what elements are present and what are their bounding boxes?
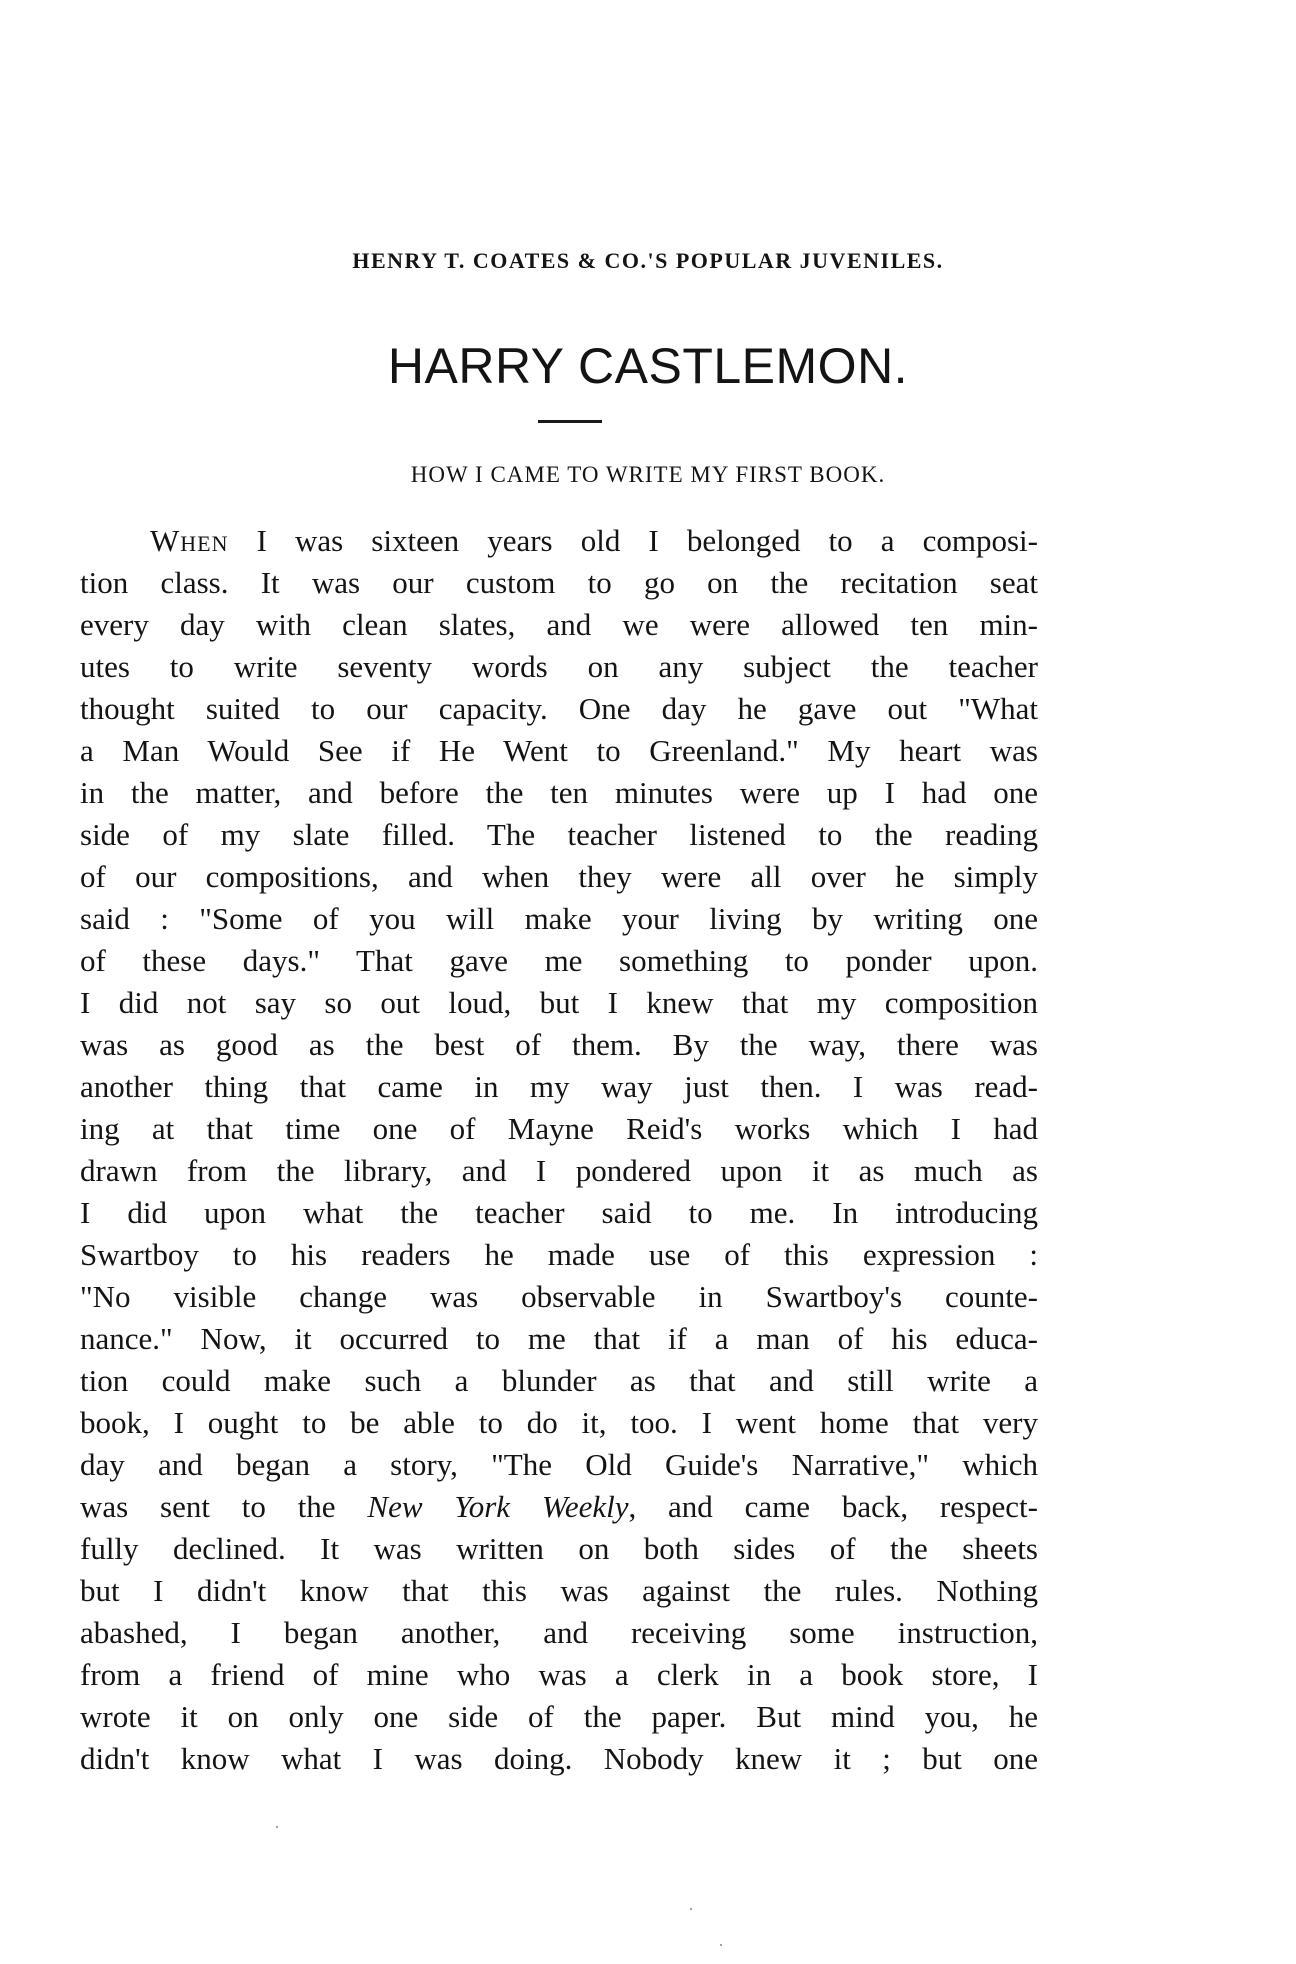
text-line: drawn from the library, and I pondered upon it as much as — [80, 1153, 1038, 1188]
text-line: every day with clean slates, and we were allowed ten min- — [80, 607, 1038, 642]
text-line-end: , and came back, respect- — [628, 1489, 1038, 1524]
text-line: I did upon what the teacher said to me. In introducing — [80, 1195, 1038, 1230]
paper-speck — [690, 1908, 692, 1910]
text-line: said : "Some of you will make your living by writing one — [80, 901, 1038, 936]
text-line: thought suited to our capacity. One day he gave out "What — [80, 691, 1038, 726]
text-line: was as good as the best of them. By the way, there was — [80, 1027, 1038, 1062]
title-divider — [538, 420, 602, 423]
text-line: a Man Would See if He Went to Greenland." My heart was — [80, 733, 1038, 768]
text-line: wrote it on only one side of the paper. But mind you, he — [80, 1699, 1038, 1734]
text-line: another thing that came in my way just then. I was read- — [80, 1069, 1038, 1104]
text-line-rest: I was sixteen years old I belonged to a composi- — [228, 523, 1038, 558]
text-line: utes to write seventy words on any subject the teacher — [80, 649, 1038, 684]
text-line: in the matter, and before the ten minutes were up I had one — [80, 775, 1038, 810]
section-heading: HOW I CAME TO WRITE MY FIRST BOOK. — [410, 462, 886, 487]
text-line: I did not say so out loud, but I knew that my composition — [80, 985, 1038, 1020]
text-line: tion class. It was our custom to go on the recitation seat — [80, 565, 1038, 600]
page-title: HARRY CASTLEMON. — [387, 338, 909, 394]
text-line — [80, 520, 1038, 562]
text-line: fully declined. It was written on both sides of the sheets — [80, 1531, 1038, 1566]
text-line: didn't know what I was doing. Nobody knew it ; but one — [80, 1741, 1038, 1776]
text-line: nance." Now, it occurred to me that if a man of his educa- — [80, 1321, 1038, 1356]
periodical-title: New York Weekly — [367, 1489, 629, 1524]
text-line-start: was sent to the — [80, 1489, 368, 1524]
text-line: "No visible change was observable in Swartboy's counte- — [80, 1279, 1038, 1314]
text-line: of these days." That gave me something to ponder upon. — [80, 943, 1038, 978]
paper-speck — [276, 1826, 278, 1828]
text-line: day and began a story, "The Old Guide's Narrative," which — [80, 1447, 1038, 1482]
drop-word: When — [150, 523, 229, 558]
text-line: side of my slate filled. The teacher listened to the reading — [80, 817, 1038, 852]
text-line: tion could make such a blunder as that and still write a — [80, 1363, 1038, 1398]
paper-speck — [720, 1944, 722, 1946]
running-head: HENRY T. COATES & CO.'S POPULAR JUVENILES. — [352, 248, 944, 273]
text-line — [80, 1486, 1038, 1528]
text-line: ing at that time one of Mayne Reid's works which I had — [80, 1111, 1038, 1146]
text-line: but I didn't know that this was against the rules. Nothing — [80, 1573, 1038, 1608]
text-line: of our compositions, and when they were all over he simply — [80, 859, 1038, 894]
body-text — [80, 520, 1038, 1780]
text-line: book, I ought to be able to do it, too. I went home that very — [80, 1405, 1038, 1440]
text-line: Swartboy to his readers he made use of this expression : — [80, 1237, 1038, 1272]
text-line: from a friend of mine who was a clerk in a book store, I — [80, 1657, 1038, 1692]
text-line: abashed, I began another, and receiving some instruction, — [80, 1615, 1038, 1650]
